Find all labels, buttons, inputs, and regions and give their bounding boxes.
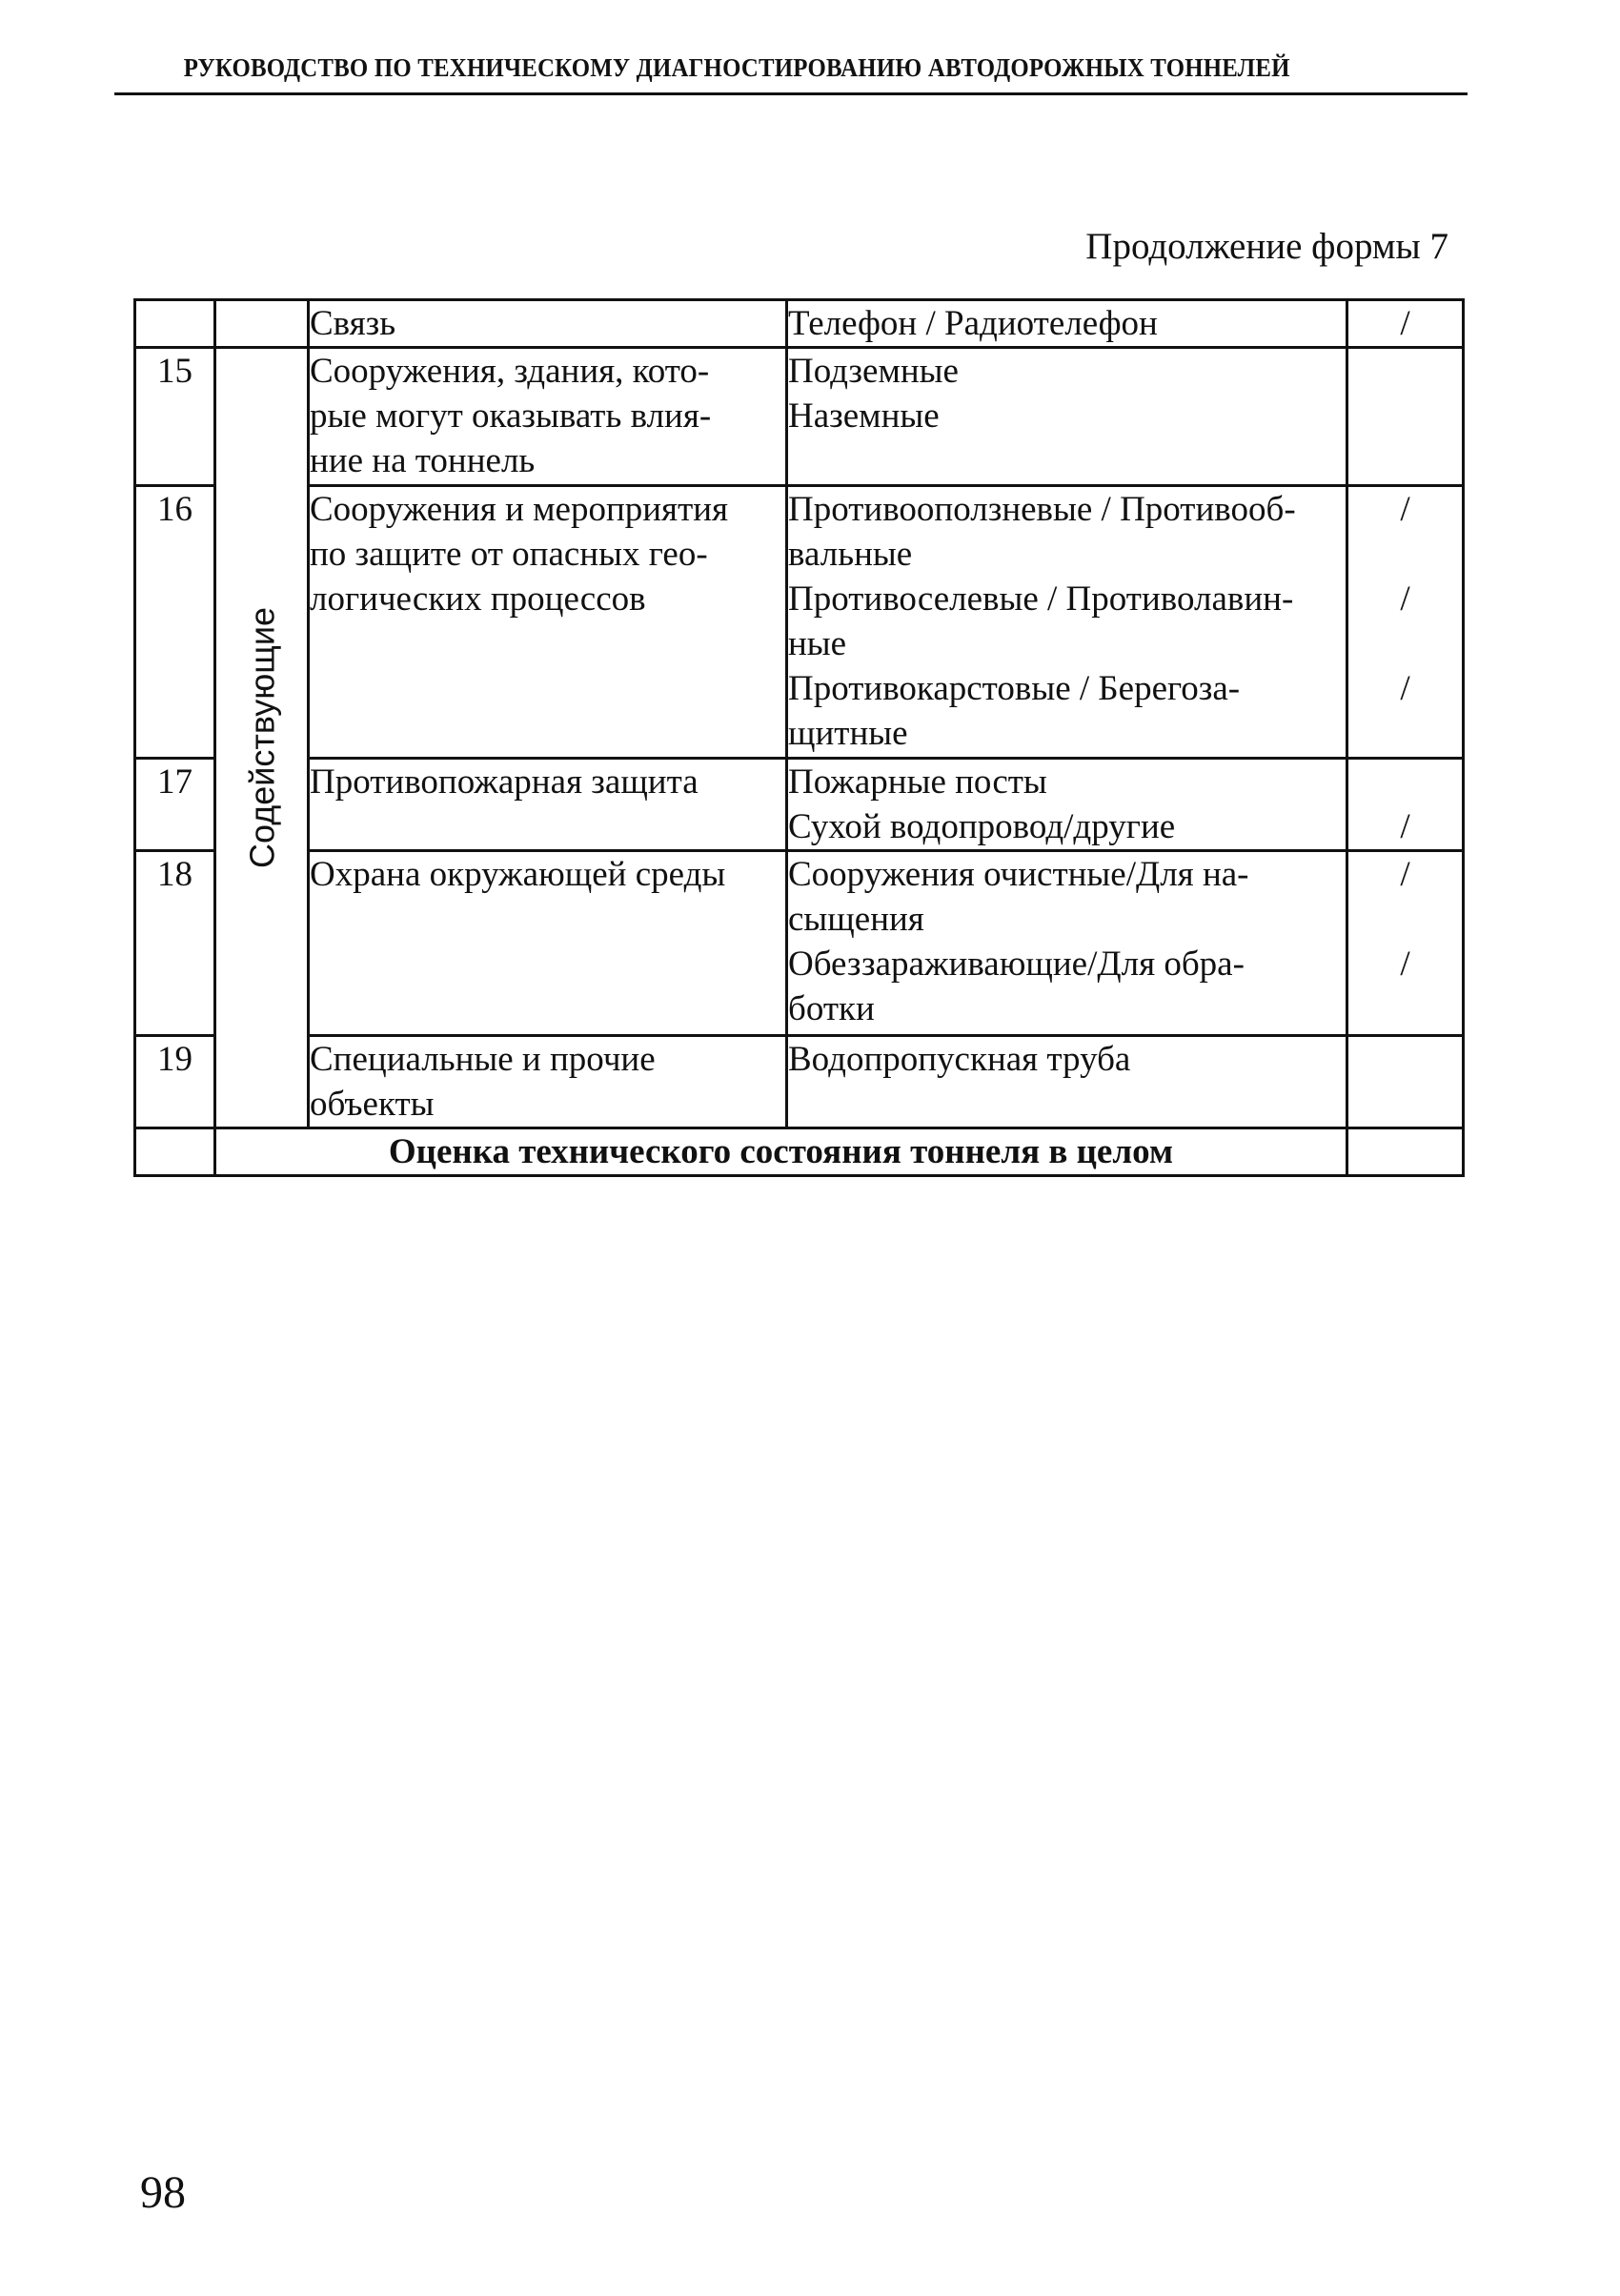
- object-name-line: Сооружения, здания, кото-: [310, 352, 710, 391]
- assessment-mark: /: [1400, 855, 1410, 894]
- object-name-line: ние на тоннель: [310, 441, 536, 480]
- group-label-wrap: [216, 349, 307, 1127]
- row-number-cell: 16: [135, 486, 215, 759]
- object-name-cell: [309, 300, 787, 348]
- object-name-line: логических процессов: [310, 579, 646, 619]
- running-header: РУКОВОДСТВО ПО ТЕХНИЧЕСКОМУ ДИАГНОСТИРОВАНИЮ АВТОДОРОЖНЫХ ТОННЕЛЕЙ: [183, 53, 1290, 82]
- header-rule: [114, 92, 1468, 95]
- object-type-line: Телефон / Радиотелефон: [788, 304, 1158, 343]
- object-type-cell: [787, 1036, 1347, 1128]
- object-type-line: Обеззараживающие/Для обра-: [788, 945, 1245, 984]
- total-number-cell: [135, 1128, 215, 1176]
- table-row: [135, 759, 1464, 851]
- object-type-line: ные: [788, 624, 847, 663]
- object-type-line: Противооползневые / Противооб-: [788, 490, 1296, 529]
- object-type-line: Подземные: [788, 352, 959, 391]
- object-type-cell: [787, 348, 1347, 486]
- assessment-mark: /: [1400, 579, 1410, 619]
- assessment-mark: [1348, 394, 1462, 438]
- object-type-line: Сухой водопровод/другие: [788, 807, 1176, 846]
- object-type-cell: [787, 300, 1347, 348]
- object-type-line: сыщения: [788, 900, 924, 939]
- assessment-cell: [1347, 486, 1464, 759]
- object-type-line: ботки: [788, 989, 875, 1028]
- object-name-line: рые могут оказывать влия-: [310, 396, 712, 436]
- assessment-mark: [1348, 711, 1462, 756]
- object-type-cell: [787, 851, 1347, 1036]
- table-row: [135, 486, 1464, 759]
- object-name-cell: [309, 348, 787, 486]
- form-7-table: [133, 298, 1465, 1177]
- page-number: 98: [140, 2167, 186, 2218]
- total-row: [135, 1128, 1464, 1176]
- assessment-mark: [1348, 897, 1462, 942]
- object-name-line: объекты: [310, 1085, 435, 1124]
- assessment-mark: [1348, 760, 1462, 804]
- table-row: [135, 348, 1464, 486]
- group-label: Содействующие: [242, 607, 281, 868]
- table-body: [135, 300, 1464, 1176]
- object-type-line: Противоселевые / Противолавин-: [788, 579, 1294, 619]
- assessment-mark: /: [1400, 304, 1410, 343]
- assessment-mark: /: [1400, 807, 1410, 846]
- form-continuation-label: Продолжение формы 7: [1085, 226, 1448, 267]
- row-number-cell: 18: [135, 851, 215, 1036]
- object-type-cell: [787, 759, 1347, 851]
- object-name-cell: [309, 759, 787, 851]
- row-number-cell: 15: [135, 348, 215, 486]
- assessment-mark: [1348, 1037, 1462, 1082]
- row-number-cell: 17: [135, 759, 215, 851]
- object-name-line: по защите от опасных гео-: [310, 535, 708, 574]
- assessment-mark: /: [1400, 945, 1410, 984]
- table-row: [135, 851, 1464, 1036]
- assessment-cell: [1347, 759, 1464, 851]
- assessment-mark: [1348, 349, 1462, 394]
- object-name-line: Специальные и прочие: [310, 1040, 656, 1079]
- object-name-cell: [309, 486, 787, 759]
- row-number-cell: 19: [135, 1036, 215, 1128]
- assessment-cell: [1347, 851, 1464, 1036]
- object-type-line: Сооружения очистные/Для на-: [788, 855, 1249, 894]
- object-name-cell: [309, 1036, 787, 1128]
- object-name-line: Охрана окружающей среды: [310, 855, 726, 894]
- object-type-line: Водопропускная труба: [788, 1040, 1131, 1079]
- assessment-cell: [1347, 1036, 1464, 1128]
- group-cell: [215, 348, 309, 1128]
- assessment-cell: [1347, 300, 1464, 348]
- object-type-cell: [787, 486, 1347, 759]
- total-label: Оценка технического состояния тоннеля в целом: [215, 1128, 1347, 1176]
- group-header-cell: [215, 300, 309, 348]
- object-type-line: щитные: [788, 714, 908, 753]
- object-name-line: Сооружения и мероприятия: [310, 490, 729, 529]
- object-name-line: Связь: [310, 304, 396, 343]
- table-row: [135, 1036, 1464, 1128]
- table-row: [135, 300, 1464, 348]
- object-type-line: вальные: [788, 535, 913, 574]
- assessment-mark: /: [1400, 490, 1410, 529]
- object-type-line: Пожарные посты: [788, 762, 1047, 802]
- assessment-cell: [1347, 348, 1464, 486]
- object-name-line: Противопожарная защита: [310, 762, 699, 802]
- object-name-cell: [309, 851, 787, 1036]
- total-assessment-cell: [1347, 1128, 1464, 1176]
- row-number-cell: [135, 300, 215, 348]
- assessment-mark: [1348, 986, 1462, 1031]
- assessment-mark: [1348, 621, 1462, 666]
- assessment-mark: /: [1400, 669, 1410, 708]
- object-type-line: Наземные: [788, 396, 940, 436]
- object-type-line: Противокарстовые / Берегоза-: [788, 669, 1241, 708]
- assessment-mark: [1348, 532, 1462, 577]
